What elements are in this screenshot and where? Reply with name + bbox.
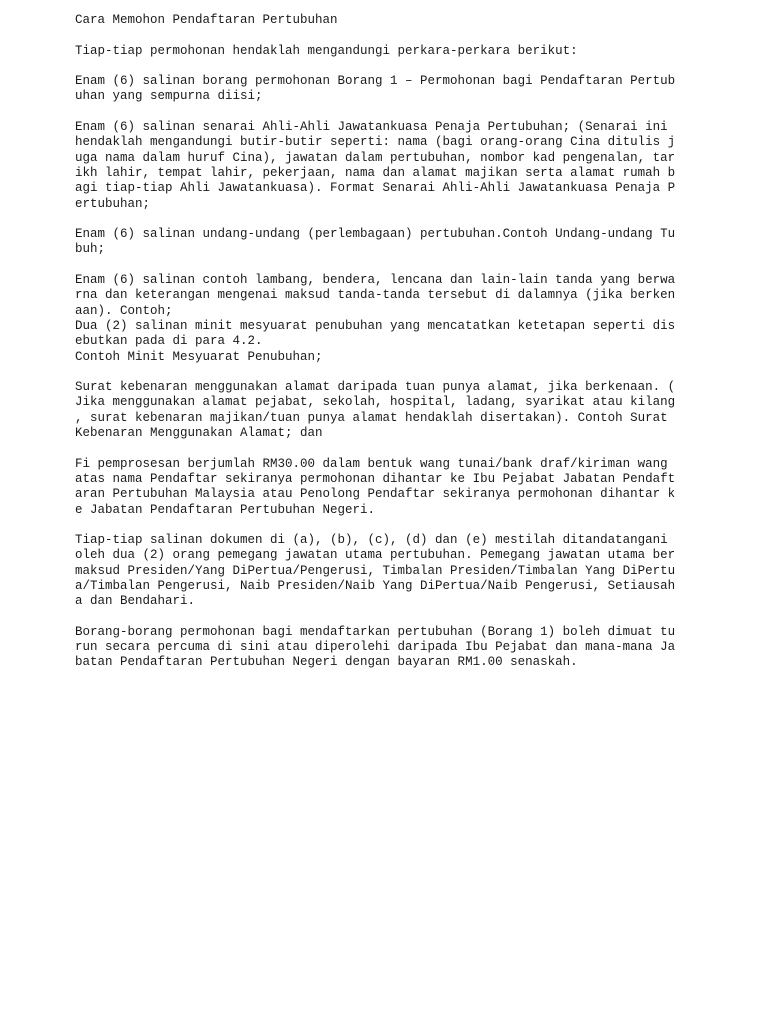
text-line: ebutkan pada di para 4.2.: [75, 334, 263, 349]
text-line: Dua (2) salinan minit mesyuarat penubuhan yang mencatatkan ketetapan seperti dis: [75, 318, 676, 333]
text-line: maksud Presiden/Yang DiPertua/Pengerusi, Timbalan Presiden/Timbalan Yang DiPertu: [75, 563, 676, 578]
text-line: Fi pemprosesan berjumlah RM30.00 dalam bentuk wang tunai/bank draf/kiriman wang: [75, 456, 668, 471]
paragraph-borang-permohonan: [75, 74, 695, 105]
paragraph-tandatangan: [75, 533, 695, 609]
text-line: Enam (6) salinan contoh lambang, bendera, lencana dan lain-lain tanda yang berwa: [75, 273, 676, 288]
paragraph-gap: [75, 365, 695, 380]
text-line: , surat kebenaran majikan/tuan punya alamat hendaklah disertakan). Contoh Surat: [75, 410, 668, 425]
paragraph-lambang-minit: [75, 273, 695, 365]
paragraph-gap: [75, 105, 695, 120]
text-line: agi tiap-tiap Ahli Jawatankuasa). Format Senarai Ahli-Ahli Jawatankuasa Penaja P: [75, 181, 676, 196]
text-line: Surat kebenaran menggunakan alamat daripada tuan punya alamat, jika berkenaan. (: [75, 380, 676, 395]
text-line: Enam (6) salinan undang-undang (perlembagaan) pertubuhan.Contoh Undang-undang Tu: [75, 227, 676, 242]
document-intro: Tiap-tiap permohonan hendaklah mengandungi perkara-perkara berikut:: [75, 43, 578, 58]
text-line: Tiap-tiap salinan dokumen di (a), (b), (c), (d) dan (e) mestilah ditandatangani: [75, 533, 668, 548]
text-line: a/Timbalan Pengerusi, Naib Presiden/Naib Yang DiPertua/Naib Pengerusi, Setiausah: [75, 578, 676, 593]
text-line: rna dan keterangan mengenai maksud tanda-tanda tersebut di dalamnya (jika berken: [75, 288, 676, 303]
text-line: hendaklah mengandungi butir-butir seperti: nama (bagi orang-orang Cina ditulis j: [75, 135, 676, 150]
text-line: ikh lahir, tempat lahir, pekerjaan, nama dan alamat majikan serta alamat rumah b: [75, 165, 676, 180]
text-line: Enam (6) salinan senarai Ahli-Ahli Jawatankuasa Penaja Pertubuhan; (Senarai ini: [75, 120, 668, 135]
text-line: ertubuhan;: [75, 196, 151, 211]
paragraph-undang-undang: [75, 227, 695, 258]
text-line: a dan Bendahari.: [75, 594, 196, 609]
paragraph-gap: [75, 28, 695, 43]
text-line: aan). Contoh;: [75, 303, 173, 318]
text-line: uhan yang sempurna diisi;: [75, 89, 263, 104]
paragraph-gap: [75, 258, 695, 273]
text-line: buh;: [75, 242, 106, 257]
text-line: run secara percuma di sini atau diperolehi daripada Ibu Pejabat dan mana-mana Ja: [75, 640, 676, 655]
text-line: batan Pendaftaran Pertubuhan Negeri dengan bayaran RM1.00 senaskah.: [75, 655, 578, 670]
paragraph-gap: [75, 518, 695, 533]
paragraph-gap: [75, 212, 695, 227]
paragraph-senarai-ajk: [75, 120, 695, 212]
text-line: uga nama dalam huruf Cina), jawatan dalam pertubuhan, nombor kad pengenalan, tar: [75, 150, 676, 165]
text-line: Enam (6) salinan borang permohonan Borang 1 – Permohonan bagi Pendaftaran Pertub: [75, 74, 676, 89]
document-page: [75, 13, 695, 671]
paragraph-gap: [75, 610, 695, 625]
paragraph-gap: [75, 441, 695, 456]
text-line: Borang-borang permohonan bagi mendaftarkan pertubuhan (Borang 1) boleh dimuat tu: [75, 624, 676, 639]
text-line: atas nama Pendaftar sekiranya permohonan dihantar ke Ibu Pejabat Jabatan Pendaft: [75, 471, 676, 486]
text-line: Contoh Minit Mesyuarat Penubuhan;: [75, 349, 323, 364]
text-line: Kebenaran Menggunakan Alamat; dan: [75, 426, 323, 441]
text-line: oleh dua (2) orang pemegang jawatan utama pertubuhan. Pemegang jawatan utama ber: [75, 548, 676, 563]
paragraph-borang-muat-turun: [75, 625, 695, 671]
text-line: aran Pertubuhan Malaysia atau Penolong Pendaftar sekiranya permohonan dihantar k: [75, 487, 676, 502]
paragraph-fi-pemprosesan: [75, 457, 695, 518]
paragraph-surat-kebenaran: [75, 380, 695, 441]
paragraph-gap: [75, 59, 695, 74]
text-line: Jika menggunakan alamat pejabat, sekolah, hospital, ladang, syarikat atau kilang: [75, 395, 676, 410]
text-line: e Jabatan Pendaftaran Pertubuhan Negeri.: [75, 502, 376, 517]
document-title: Cara Memohon Pendaftaran Pertubuhan: [75, 13, 338, 27]
